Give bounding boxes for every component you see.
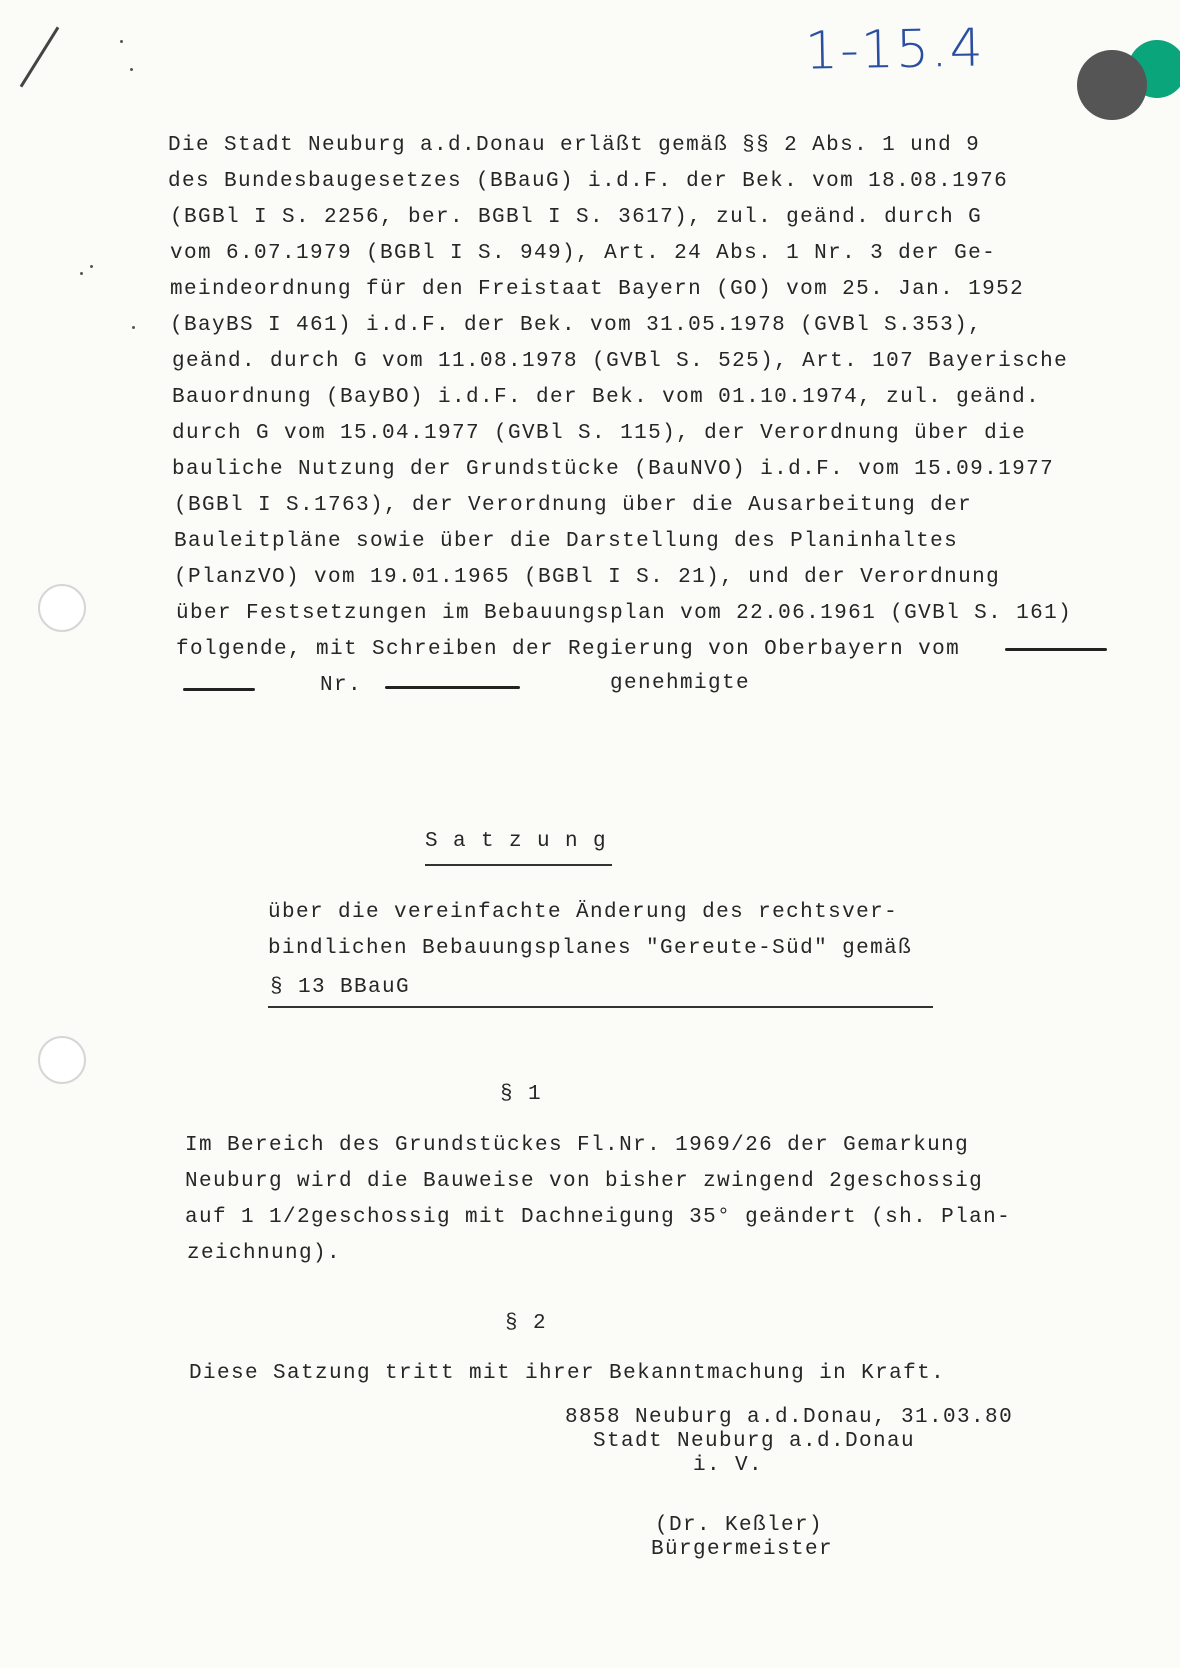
- subtitle-underline: [268, 1006, 933, 1008]
- punch-hole: [38, 1036, 86, 1084]
- iv-abbreviation: i. V.: [693, 1454, 764, 1477]
- speck: [120, 40, 123, 43]
- preamble-line: durch G vom 15.04.1977 (GVBl S. 115), der Verordnung über die: [172, 422, 1027, 445]
- section-heading: § 2: [505, 1312, 548, 1335]
- preamble-line: geänd. durch G vom 11.08.1978 (GVBl S. 525), Art. 107 Bayerische: [172, 350, 1069, 373]
- nr-label: Nr.: [320, 674, 363, 697]
- speck: [80, 272, 83, 275]
- document-title: S a t z u n g: [425, 830, 608, 853]
- signatory-name: (Dr. Keßler): [655, 1514, 824, 1537]
- place-date: 8858 Neuburg a.d.Donau, 31.03.80: [565, 1406, 1014, 1429]
- subtitle-line: § 13 BBauG: [270, 976, 411, 999]
- speck: [132, 326, 135, 329]
- preamble-line: (BGBl I S.1763), der Verordnung über die Ausarbeitung der: [174, 494, 973, 517]
- section-line: auf 1 1/2geschossig mit Dachneigung 35° geändert (sh. Plan-: [185, 1206, 1012, 1229]
- speck: [90, 265, 93, 268]
- preamble-line: meindeordnung für den Freistaat Bayern (GO) vom 25. Jan. 1952: [170, 278, 1025, 301]
- preamble-line: Bauordnung (BayBO) i.d.F. der Bek. vom 01.10.1974, zul. geänd.: [172, 386, 1041, 409]
- preamble-line: (PlanzVO) vom 19.01.1965 (BGBl I S. 21), und der Verordnung: [174, 566, 1001, 589]
- pen-mark: [20, 27, 60, 88]
- blank-date-line: [1005, 648, 1107, 651]
- blank-date-line: [183, 688, 255, 691]
- section-line: Im Bereich des Grundstückes Fl.Nr. 1969/26 der Gemarkung: [185, 1134, 970, 1157]
- preamble-line: (BGBl I S. 2256, ber. BGBl I S. 3617), zul. geänd. durch G: [170, 206, 983, 229]
- archive-mark: 1-15.4: [804, 18, 986, 82]
- section-heading: § 1: [500, 1083, 543, 1106]
- preamble-line: (BayBS I 461) i.d.F. der Bek. vom 31.05.1978 (GVBl S.353),: [170, 314, 983, 337]
- preamble-line: Bauleitpläne sowie über die Darstellung des Planinhaltes: [174, 530, 959, 553]
- subtitle-line: bindlichen Bebauungsplanes "Gereute-Süd" gemäß: [268, 937, 913, 960]
- title-underline: [425, 864, 612, 866]
- punch-hole: [38, 584, 86, 632]
- authority: Stadt Neuburg a.d.Donau: [593, 1430, 916, 1453]
- section-line: zeichnung).: [187, 1242, 342, 1265]
- dark-tab-marker: [1077, 50, 1147, 120]
- preamble-line: folgende, mit Schreiben der Regierung von Oberbayern vom: [176, 638, 961, 661]
- preamble-line: vom 6.07.1979 (BGBl I S. 949), Art. 24 Abs. 1 Nr. 3 der Ge-: [170, 242, 997, 265]
- subtitle-line: über die vereinfachte Änderung des rechtsver-: [268, 901, 899, 924]
- preamble-line: bauliche Nutzung der Grundstücke (BauNVO) i.d.F. vom 15.09.1977: [172, 458, 1055, 481]
- signatory-role: Bürgermeister: [651, 1538, 834, 1561]
- section-line: Neuburg wird die Bauweise von bisher zwingend 2geschossig: [185, 1170, 984, 1193]
- approved-label: genehmigte: [610, 672, 751, 695]
- preamble-line: Die Stadt Neuburg a.d.Donau erläßt gemäß §§ 2 Abs. 1 und 9: [168, 134, 981, 157]
- section-line: Diese Satzung tritt mit ihrer Bekanntmachung in Kraft.: [189, 1362, 946, 1385]
- preamble-line: des Bundesbaugesetzes (BBauG) i.d.F. der Bek. vom 18.08.1976: [168, 170, 1009, 193]
- speck: [130, 68, 133, 71]
- blank-number-line: [385, 686, 520, 689]
- preamble-line: über Festsetzungen im Bebauungsplan vom 22.06.1961 (GVBl S. 161): [176, 602, 1073, 625]
